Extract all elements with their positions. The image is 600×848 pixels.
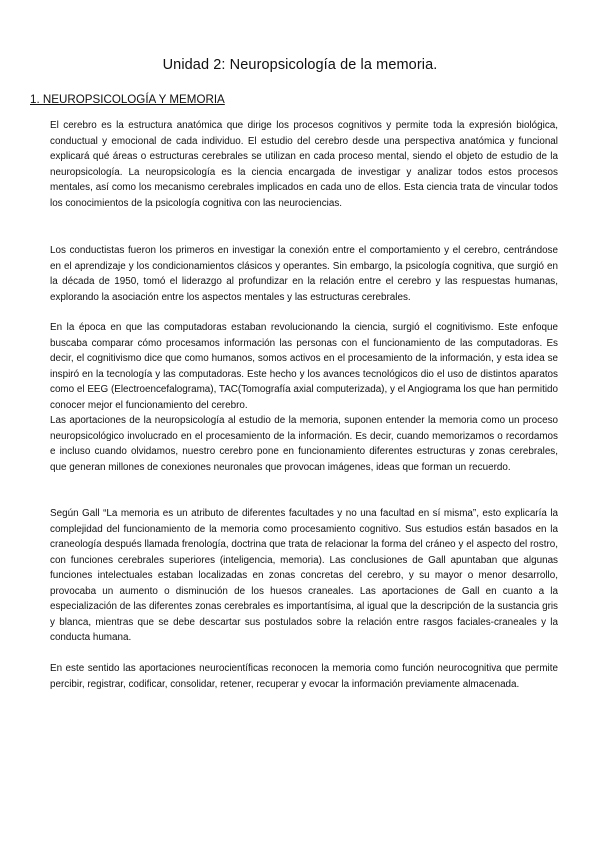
paragraph-5: Según Gall “La memoria es un atributo de diferentes facultades y no una facultad en sí misma”, esto explicaría la complejidad del funcionamiento de la memoria como procesamiento cognitivo. Sus estudios están basados en la craneología después llamada frenología, doctrina que trata de relacionar la forma del cráneo y el aspecto del rostro, con funciones cerebrales superiores (inteligencia, memoria). Las conclusiones de Gall apuntaban que algunas funciones intelectuales estaban localizadas en zonas concretas del cerebro, y su mayor o menor desarrollo, provocaba un aumento o disminución de los huesos craneales. Las aportaciones de Gall en cuanto a la especialización de las diferentes zonas cerebrales es importantísima, al igual que la descripción de la sustancia gris y blanca, mientras que se debe descartar sus postulados sobre la relación entre rasgos faciales-craneales y la conducta humana. — [50, 508, 558, 643]
paragraph-4: Las aportaciones de la neuropsicología al estudio de la memoria, suponen entender la memoria como un proceso neuropsicológico involucrado en el procesamiento de la información. Es decir, cuando memorizamos o recordamos e incluso cuando olvidamos, nuestro cerebro pone en funcionamiento diferentes estructuras y zonas cerebrales, que generan millones de conexiones neuronales que provocan imágenes, ideas que forman un recuerdo. — [50, 415, 558, 473]
paragraph-1: El cerebro es la estructura anatómica que dirige los procesos cognitivos y permite toda la expresión biológica, conductual y emocional de cada individuo. El estudio del cerebro desde una perspectiva anatómica y funcional explicará qué áreas o estructuras cerebrales se utilizan en cada proceso mental, siendo el objeto de estudio de la neuropsicología. La neuropsicología es la ciencia encargada de investigar y analizar todos estos procesos mentales, así como los mecanismo cerebrales implicados en cada uno de ellos. Esta ciencia trata de vincular todos los conocimientos de la psicología cognitiva con las neurociencias. — [50, 120, 558, 209]
paragraph-6: En este sentido las aportaciones neurocientíficas reconocen la memoria como función neurocognitiva que permite percibir, registrar, codificar, consolidar, retener, recuperar y evocar la información previamente almacenada. — [50, 663, 558, 690]
document-title: Unidad 2: Neuropsicología de la memoria. — [162, 57, 438, 73]
paragraph-2: Los conductistas fueron los primeros en investigar la conexión entre el comportamiento y el cerebro, centrándose en el aprendizaje y los condicionamientos clásicos y operantes. Sin embargo, la psicología cognitiva, que surgió en la década de 1950, tomó el liderazgo al profundizar en la relación entre el cerebro y las respuestas humanas, explorando la asociación entre los aspectos mentales y las estructuras cerebrales. — [50, 245, 558, 303]
paragraph-3: En la época en que las computadoras estaban revolucionando la ciencia, surgió el cognitivismo. Este enfoque buscaba comparar cómo procesamos información las personas con el funcionamiento de las computadoras. Es decir, el cognitivismo dice que como humanos, somos activos en el procesamiento de la información, y esta idea se inspiró en la tecnología y las computadoras. Este hecho y los avances tecnológicos dio el uso de distintos aparatos como el EEG (Electroencefalograma), TAC(Tomografía axial computerizada), y el Angiograma los que han permitido conocer mejor el funcionamiento del cerebro. — [50, 322, 558, 411]
section-heading: 1. NEUROPSICOLOGÍA Y MEMORIA — [30, 93, 225, 106]
